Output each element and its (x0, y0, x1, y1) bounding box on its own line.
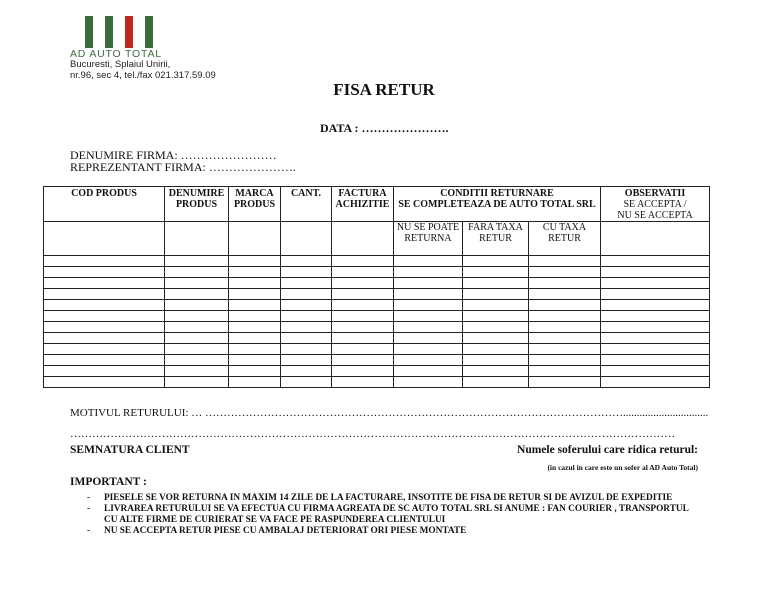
table-cell (394, 344, 463, 355)
table-cell (165, 377, 229, 388)
table-cell (394, 256, 463, 267)
table-cell (165, 289, 229, 300)
table-cell (529, 355, 601, 366)
table-cell (463, 256, 529, 267)
table-cell (281, 289, 332, 300)
note-item: - NU SE ACCEPTA RETUR PIESE CU AMBALAJ DETERIORAT ORI PIESE MONTATE (70, 526, 690, 537)
table-cell (44, 267, 165, 278)
header-factura-achizitie: FACTURA ACHIZITIE (332, 187, 394, 222)
table-cell (229, 344, 281, 355)
representative-field: REPREZENTANT FIRMA: …………………. (70, 160, 296, 174)
table-cell (165, 267, 229, 278)
table-cell (44, 256, 165, 267)
company-address-line2: nr.96, sec 4, tel./fax 021.317.59.09 (70, 70, 216, 81)
table-cell (332, 377, 394, 388)
table-cell (281, 278, 332, 289)
table-row (44, 377, 710, 388)
note-item: - PIESELE SE VOR RETURNA IN MAXIM 14 ZILE DE LA FACTURARE, INSOTITE DE FISA DE RETUR SI DE AVIZUL DE EXPEDITIE (70, 493, 690, 504)
date-field: DATA : …………………. (320, 121, 449, 135)
company-logo (85, 16, 153, 48)
client-signature-label: SEMNATURA CLIENT (70, 444, 190, 456)
table-cell (165, 366, 229, 377)
table-cell (529, 311, 601, 322)
driver-note: (in cazul in care este un sofer al AD Auto Total) (547, 463, 698, 472)
table-cell (463, 267, 529, 278)
table-row (44, 333, 710, 344)
table-cell (229, 311, 281, 322)
return-reason-field: MOTIVUL RETURULUI: … ……………………………………………………………………………………………………............................... (70, 407, 709, 419)
table-cell (44, 377, 165, 388)
table-cell (44, 366, 165, 377)
table-cell (394, 267, 463, 278)
table-cell (332, 300, 394, 311)
table-cell (332, 311, 394, 322)
table-cell (601, 333, 710, 344)
table-cell (44, 289, 165, 300)
table-cell (332, 355, 394, 366)
table-cell (529, 289, 601, 300)
table-cell (165, 278, 229, 289)
table-cell (44, 311, 165, 322)
table-cell (44, 300, 165, 311)
table-cell (165, 300, 229, 311)
note-item: - LIVRAREA RETURULUI SE VA EFECTUA CU FIRMA AGREATA DE SC AUTO TOTAL SRL SI ANUME : FAN COURIER , TRANSPORTUL CU ALTE FIRME DE CURIERAT SE VA FACE PE RASPUNDEREA CLIENTULUI (70, 504, 690, 526)
table-cell (165, 311, 229, 322)
table-cell (529, 322, 601, 333)
subheader-cu-taxa-retur: CU TAXA RETUR (529, 222, 601, 256)
subheader-nu-se-poate-returna: NU SE POATE RETURNA (394, 222, 463, 256)
table-cell (463, 289, 529, 300)
table-cell (281, 256, 332, 267)
table-cell (529, 256, 601, 267)
conditii-title: CONDITII RETURNARE (440, 188, 554, 199)
table-cell (332, 344, 394, 355)
table-cell (463, 278, 529, 289)
firm-name-field: DENUMIRE FIRMA: …………………… (70, 148, 277, 162)
table-cell (332, 366, 394, 377)
table-cell (229, 256, 281, 267)
table-row (44, 300, 710, 311)
table-row (44, 267, 710, 278)
table-cell (463, 344, 529, 355)
table-cell (229, 377, 281, 388)
table-cell (229, 322, 281, 333)
table-cell (281, 267, 332, 278)
table-cell (229, 267, 281, 278)
table-cell (44, 278, 165, 289)
logo-bar-4 (145, 16, 153, 48)
table-cell (165, 344, 229, 355)
table-cell (44, 333, 165, 344)
table-cell (529, 333, 601, 344)
conditii-subtitle: SE COMPLETEAZA DE AUTO TOTAL SRL (398, 199, 596, 210)
header-conditii-returnare (394, 187, 601, 222)
table-cell (44, 355, 165, 366)
table-cell (165, 333, 229, 344)
table-cell (332, 322, 394, 333)
table-cell (332, 267, 394, 278)
table-cell (44, 344, 165, 355)
table-cell (281, 344, 332, 355)
company-address-line1: Bucuresti, Splaiul Unirii, (70, 59, 171, 70)
table-cell (601, 366, 710, 377)
table-cell (601, 322, 710, 333)
table-row (44, 311, 710, 322)
table-cell (281, 366, 332, 377)
return-items-table (43, 186, 710, 388)
logo-bar-2 (105, 16, 113, 48)
table-cell (394, 377, 463, 388)
header-denumire-produs: DENUMIRE PRODUS (165, 187, 229, 222)
table-cell (394, 322, 463, 333)
table-row (44, 322, 710, 333)
table-cell (529, 344, 601, 355)
table-cell (601, 278, 710, 289)
table-row (44, 366, 710, 377)
table-cell (463, 322, 529, 333)
table-cell (463, 366, 529, 377)
table-cell (332, 289, 394, 300)
table-cell (394, 333, 463, 344)
table-cell (394, 355, 463, 366)
driver-name-label: Numele soferului care ridica returul: (517, 444, 698, 456)
observatii-nu-accepta: NU SE ACCEPTA (617, 210, 693, 221)
table-cell (463, 377, 529, 388)
table-cell (601, 355, 710, 366)
important-heading: IMPORTANT : (70, 476, 147, 488)
table-row (44, 344, 710, 355)
table-cell (281, 311, 332, 322)
table-cell (229, 289, 281, 300)
table-cell (463, 311, 529, 322)
table-cell (44, 322, 165, 333)
table-cell (394, 366, 463, 377)
header-cod-produs: COD PRODUS (44, 187, 165, 222)
table-cell (601, 267, 710, 278)
table-row (44, 289, 710, 300)
table-cell (165, 322, 229, 333)
important-notes-list (70, 493, 690, 537)
table-cell (281, 300, 332, 311)
logo-bar-3 (125, 16, 133, 48)
table-cell (165, 355, 229, 366)
table-cell (394, 278, 463, 289)
subheader-fara-taxa-retur: FARA TAXA RETUR (463, 222, 529, 256)
table-cell (529, 300, 601, 311)
table-cell (229, 366, 281, 377)
table-cell (601, 377, 710, 388)
header-observatii (601, 187, 710, 222)
table-cell (332, 333, 394, 344)
table-cell (332, 278, 394, 289)
table-cell (229, 355, 281, 366)
table-row (44, 278, 710, 289)
table-cell (281, 333, 332, 344)
table-cell (281, 322, 332, 333)
table-cell (529, 366, 601, 377)
table-cell (463, 355, 529, 366)
logo-bar-1 (85, 16, 93, 48)
table-cell (601, 300, 710, 311)
table-cell (394, 300, 463, 311)
table-cell (463, 333, 529, 344)
observatii-title: OBSERVATII (624, 188, 686, 199)
table-cell (165, 256, 229, 267)
document-title: FISA RETUR (333, 80, 435, 99)
table-cell (601, 311, 710, 322)
return-reason-line2: ………………………………………………………………………………………………………………………………………………… (70, 428, 675, 440)
table-cell (601, 289, 710, 300)
table-cell (529, 267, 601, 278)
empty-rows (44, 256, 710, 388)
table-cell (529, 278, 601, 289)
header-marca-produs: MARCA PRODUS (229, 187, 281, 222)
table-cell (229, 278, 281, 289)
table-row (44, 355, 710, 366)
table-cell (229, 300, 281, 311)
table-cell (281, 355, 332, 366)
table-cell (601, 256, 710, 267)
logo-brand-text: AD AUTO TOTAL (70, 48, 162, 60)
table-cell (601, 344, 710, 355)
observatii-accepta: SE ACCEPTA / (623, 199, 687, 210)
table-cell (281, 377, 332, 388)
table-cell (229, 333, 281, 344)
table-cell (332, 256, 394, 267)
table-row (44, 256, 710, 267)
table-cell (394, 311, 463, 322)
table-cell (529, 377, 601, 388)
table-cell (394, 289, 463, 300)
header-cantitate: CANT. (281, 187, 332, 222)
table-cell (463, 300, 529, 311)
